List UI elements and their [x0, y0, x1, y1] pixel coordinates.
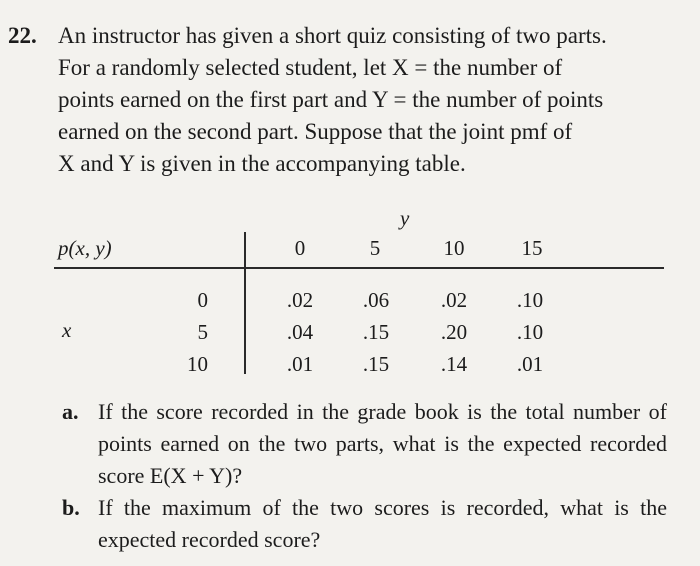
- column-header: 5: [369, 236, 381, 260]
- table-cell: .20: [440, 320, 468, 344]
- table-cell: .01: [516, 352, 544, 376]
- column-variable: y: [400, 206, 410, 230]
- row-header: 0: [197, 288, 208, 312]
- row-header: 5: [197, 320, 208, 344]
- table-cell: .15: [362, 320, 390, 344]
- table-corner-label: p(x, y): [58, 236, 112, 260]
- table-cell: .04: [286, 320, 314, 344]
- problem-line: For a randomly selected student, let X = the number of: [58, 55, 563, 80]
- problem-line: points earned on the first part and Y = the number of points: [58, 87, 604, 112]
- table-cell: .10: [516, 320, 544, 344]
- part-a: [62, 396, 667, 492]
- problem-line: X and Y is given in the accompanying table.: [58, 151, 466, 176]
- row-header: 10: [187, 352, 208, 376]
- table-cell: .06: [362, 288, 390, 312]
- problem-line: earned on the second part. Suppose that the joint pmf of: [58, 119, 573, 144]
- table-cell: .10: [516, 288, 544, 312]
- table-divider-vertical: [244, 232, 246, 374]
- part-text: If the maximum of the two scores is recorded, what is the expected recorded score?: [98, 495, 667, 552]
- row-variable: x: [62, 318, 72, 342]
- table-divider-horizontal: [54, 267, 664, 269]
- question-parts: [62, 396, 667, 556]
- column-header: 15: [521, 236, 543, 260]
- part-label: a.: [62, 399, 79, 424]
- column-header: 10: [443, 236, 465, 260]
- table-cell: .01: [286, 352, 314, 376]
- table-cell: .02: [440, 288, 468, 312]
- table-cell: .15: [362, 352, 390, 376]
- table-cell: .14: [440, 352, 468, 376]
- part-text: If the score recorded in the grade book is the total number of points earned on the two parts, what is the expected recorded score E(X + Y)?: [98, 399, 667, 488]
- part-b: [62, 492, 667, 556]
- table-cell: .02: [286, 288, 314, 312]
- part-label: b.: [62, 495, 80, 520]
- column-header: 0: [294, 236, 306, 260]
- problem-line: An instructor has given a short quiz consisting of two parts.: [58, 23, 607, 48]
- problem-number: 22.: [8, 23, 37, 48]
